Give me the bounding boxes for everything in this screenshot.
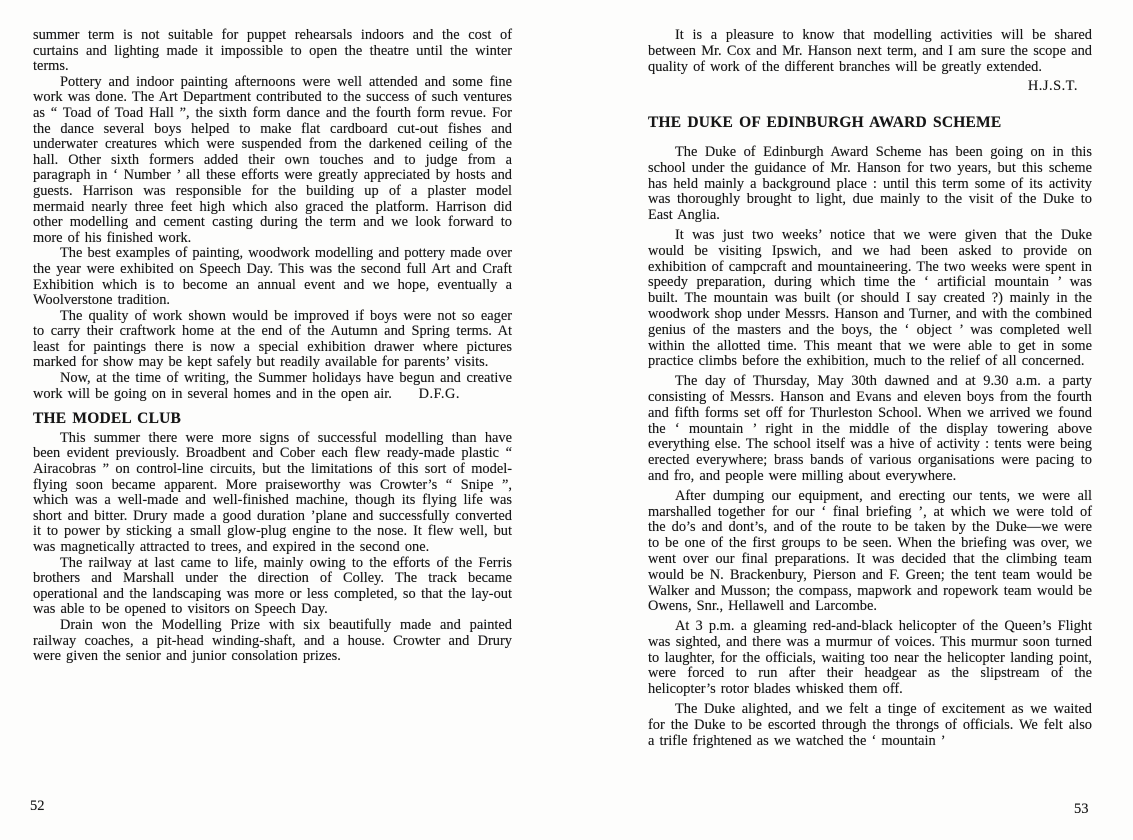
paragraph-duke-alighted: The Duke alighted, and we felt a tinge of excitement as we waited for the Duke to be escorted through the throngs of officials. We felt also a trifle frightened as we watched the ‘ mountain ’ xyxy=(648,701,1092,749)
paragraph-summer-term-continuation: summer term is not suitable for puppet rehearsals indoors and the cost of curtains and lighting made it impossible to open the theatre until the winter terms. xyxy=(33,27,512,75)
paragraph-final-briefing: After dumping our equipment, and erecting our tents, we were all marshalled together for our ‘ final briefing ’, at which we were told of the do’s and dont’s, and of the route to be taken by the Duke—we were to be one of the first groups to be seen. When the briefing was over, we went over our final preparations. It was decided that the climbing team would be N. Brackenbury, Pierson and F. Green; the tent team would be Walker and Musson; the compass, mapwork and ropework team would be Owens, Snr., Hellawell and Larcombe. xyxy=(648,487,1092,615)
paragraph-day-of-thursday: The day of Thursday, May 30th dawned and at 9.30 a.m. a party consisting of Messrs. Hanson and Evans and eleven boys from the fourth and fifth forms set off for Thurleston School. When we arrived we found the ‘ mountain ’ right in the middle of the display towering above everything else. The school itself was a hive of activity : tents were being erected everywhere; brass bands of various organisations were pacing to and fro, and people were milling about everywhere. xyxy=(648,373,1092,484)
paragraph-pottery-painting: Pottery and indoor painting afternoons were well attended and some fine work was done. The Art Department contributed to the success of such ventures as “ Toad of Toad Hall ”, the sixth form dance and the fourth form revue. For the dance several boys helped to make flat cardboard cut-out fishes and underwater creatures which were suspended from the darkened ceiling of the hall. Other sixth formers added their own touches and to judge from a paragraph in ‘ Number ’ all these efforts were greatly appreciated by hosts and guests. Harrison was responsible for the building up of a plaster model mermaid nearly three feet high which also graced the platform. Harrison did other modelling and cement casting during the term and we look forward to more of his finished work. xyxy=(33,73,512,246)
paragraph-railway: The railway at last came to life, mainly owing to the efforts of the Ferris brothers and Marshall under the direction of Colley. The track became operational and the landscaping was more or less completed, so that the lay-out was able to be opened to visitors on Speech Day. xyxy=(33,554,512,618)
paragraph-best-examples: The best examples of painting, woodwork modelling and pottery made over the year were exhibited on Speech Day. This was the second full Art and Craft Exhibition which is to become an annual event and we hope, eventually a Woolverstone tradition. xyxy=(33,245,512,309)
page-number-left: 52 xyxy=(30,798,45,814)
paragraph-scheme-background: The Duke of Edinburgh Award Scheme has been going on in this school under the guidance of Mr. Hanson for two years, but this scheme has held mainly a background place : until this term some of its activity was thoroughly brought to light, due mainly to the visit of the Duke to East Anglia. xyxy=(648,143,1092,224)
left-page-column xyxy=(33,28,512,665)
paragraph-modelling-prize: Drain won the Modelling Prize with six beautifully made and painted railway coaches, a pit-head winding-shaft, and a house. Crowter and Drury were given the senior and junior consolation prizes. xyxy=(33,616,512,665)
paragraph-summer-holidays: Now, at the time of writing, the Summer holidays have begun and creative work will be going on in several homes and in the open air. xyxy=(33,370,512,402)
paragraph-two-weeks-notice: It was just two weeks’ notice that we were given that the Duke would be visiting Ipswich, and we had been asked to provide on exhibition of campcraft and mountaineering. The two weeks were spent in speedy preparation, during which time the ‘ artificial mountain ’ was built. The mountain was built (or should I say created ?) mainly in the woodwork shop under Messrs. Hanson and Turner, and with the combined genius of the masters and the boys, the ‘ object ’ was completed well within the allotted time. This meant that we were able to get in some practice climbs before the exhibition, much to the relief of all concerned. xyxy=(648,226,1092,370)
heading-duke-of-edinburgh-award-scheme: THE DUKE OF EDINBURGH AWARD SCHEME xyxy=(648,114,1002,132)
page-number-right: 53 xyxy=(1074,801,1089,817)
signature-hjst: H.J.S.T. xyxy=(1027,78,1078,95)
paragraph-model-club-summer: This summer there were more signs of successful modelling than have been evident previously. Broadbent and Cober each flew ready-made plastic “ Airacobras ” on control-line circuits, but the limitations of this sort of model-flying soon became apparent. More praiseworthy was Crowter’s “ Snipe ”, which was a well-made and well-finished machine, though its flying life was short and bitter. Drury made a good duration ’plane and successfully converted it to power by sticking a small glow-plug engine to the nose. It flew well, but was magnetically attracted to trees, and expired in the second one. xyxy=(33,429,512,555)
heading-the-model-club: THE MODEL CLUB xyxy=(33,410,182,428)
paragraph-helicopter-sighted: At 3 p.m. a gleaming red-and-black helicopter of the Queen’s Flight was sighted, and there was a murmur of voices. This murmur soon turned to laughter, for the officials, waiting too near the helicopter landing point, were forced to run after their headgear as the slipstream of the helicopter’s rotor blades whisked them off. xyxy=(648,618,1092,698)
paragraph-quality-of-work: The quality of work shown would be improved if boys were not so eager to carry their craftwork home at the end of the Autumn and Spring terms. At least for paintings there is now a special exhibition drawer where pictures marked for show may be kept safely but readily available for parents’ visits. xyxy=(33,307,512,371)
signature-dfg: D.F.G. xyxy=(418,385,460,402)
right-page-column xyxy=(648,28,1092,753)
paragraph-modelling-shared: It is a pleasure to know that modelling activities will be shared between Mr. Cox and Mr. Hanson next term, and I am sure the scope and quality of work of the different branches will be greatly extended. xyxy=(648,27,1092,75)
